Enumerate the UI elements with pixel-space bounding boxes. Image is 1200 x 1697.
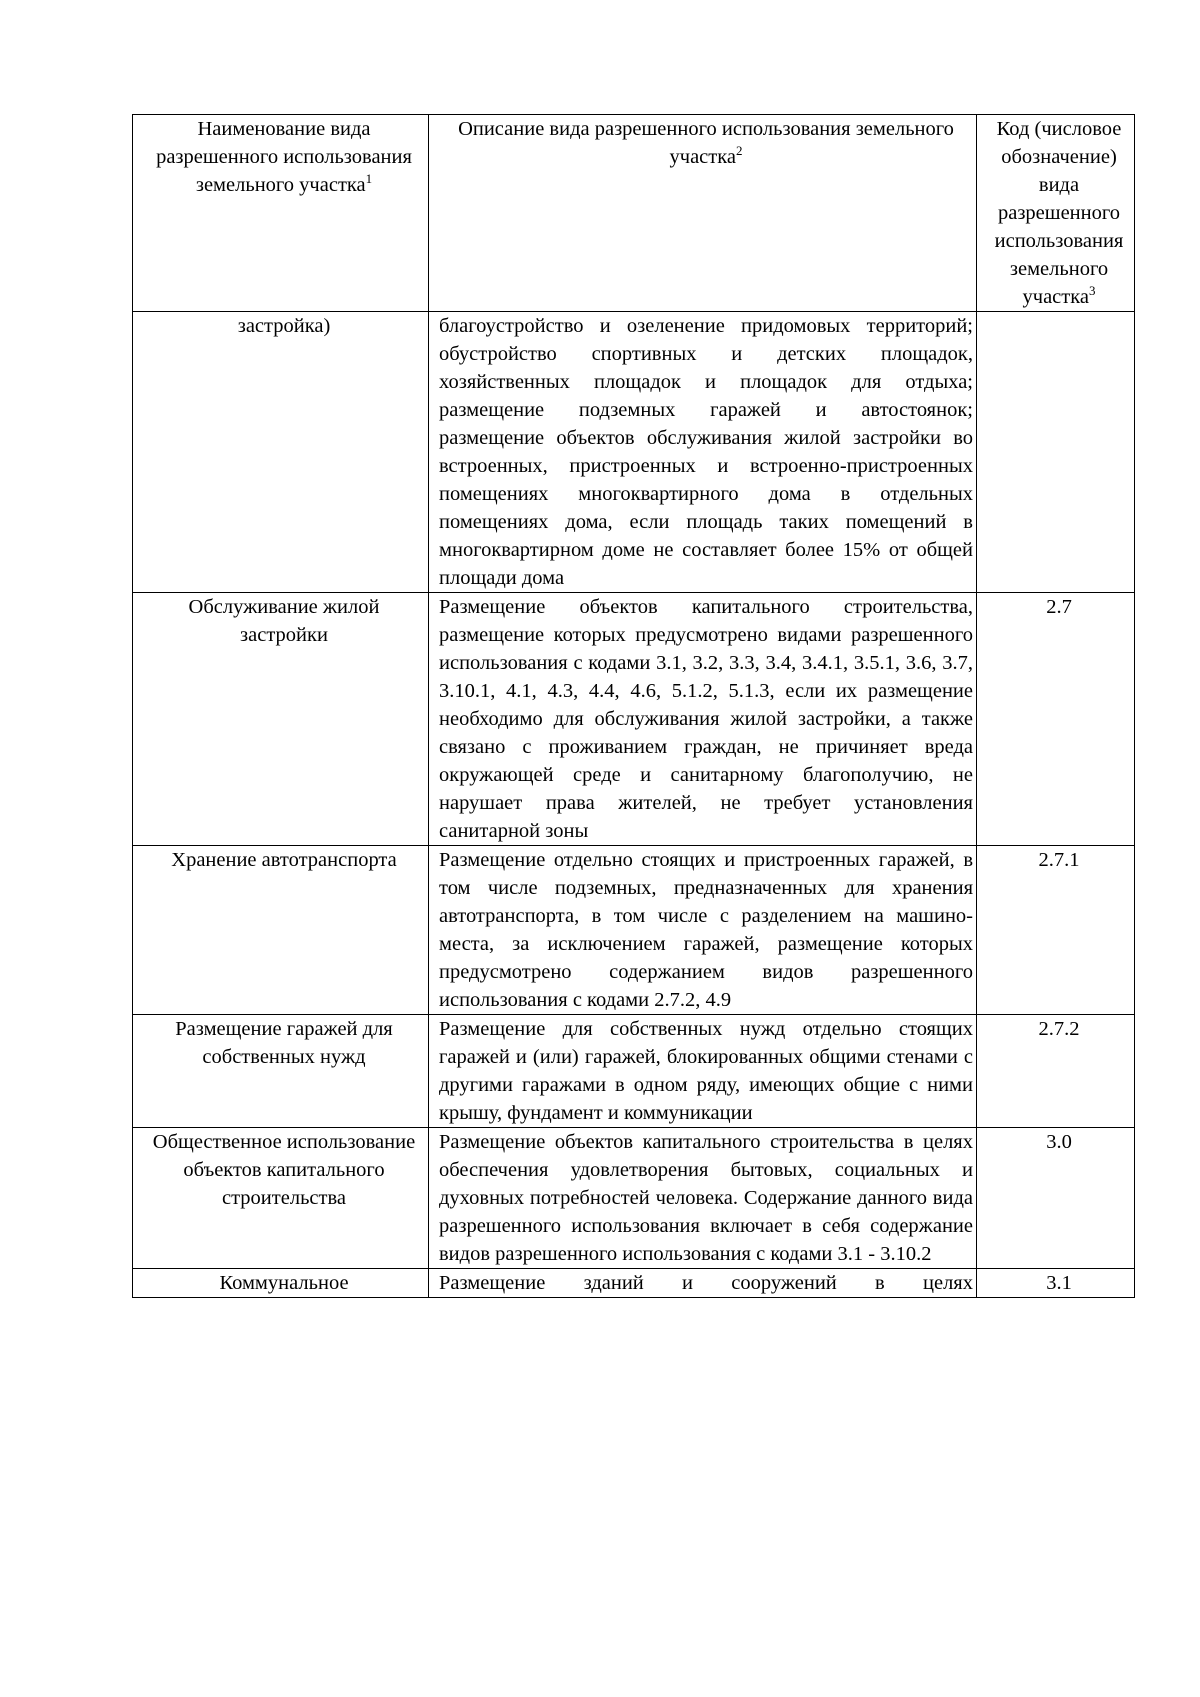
- row-description: [429, 593, 977, 846]
- description-paragraph: Размещение объектов капитального строительства, размещение которых предусмотрено видами разрешенного использования с кодами 3.1, 3.2, 3.3, 3.4, 3.4.1, 3.5.1, 3.6, 3.7, 3.10.1, 4.1, 4.3, 4.4, 4.6, 5.1.2, 5.1.3, если их размещение необходимо для обслуживания жилой застройки, а также связано с проживанием граждан, не причиняет вреда окружающей среде и санитарному благополучию, не нарушает права жителей, не требует установления санитарной зоны: [439, 596, 973, 842]
- row-code: 2.7: [977, 593, 1135, 846]
- header-name: Наименование вида разрешенного использования земельного участка$^1$: [133, 115, 429, 312]
- description-paragraph: Размещение объектов капитального строительства в целях обеспечения удовлетворения бытовых, социальных и духовных потребностей человека. Содержание данного вида разрешенного использования включает в себя содержание видов разрешенного использования с кодами 3.1 - 3.10.2: [439, 1131, 973, 1265]
- description-paragraph: размещение объектов обслуживания жилой застройки во встроенных, пристроенных и встроенно-пристроенных помещениях многоквартирного дома в отдельных помещениях дома, если площадь таких помещений в многоквартирном доме не составляет более 15% от общей площади дома: [439, 427, 973, 589]
- table-row: [133, 312, 1135, 593]
- row-description: [429, 312, 977, 593]
- description-paragraph: Размещение для собственных нужд отдельно стоящих гаражей и (или) гаражей, блокированных общими стенами с другими гаражами в одном ряду, имеющих общие с ними крышу, фундамент и коммуникации: [439, 1018, 973, 1124]
- row-description: [429, 846, 977, 1015]
- land-use-table: [132, 114, 1135, 1298]
- row-name: Коммунальное: [133, 1269, 429, 1298]
- table-row: [133, 846, 1135, 1015]
- table-row: [133, 1269, 1135, 1298]
- row-code: 2.7.1: [977, 846, 1135, 1015]
- description-paragraph: Размещение отдельно стоящих и пристроенных гаражей, в том числе подземных, предназначенных для хранения автотранспорта, в том числе с разделением на машино-места, за исключением гаражей, размещение которых предусмотрено содержанием видов разрешенного использования с кодами 2.7.2, 4.9: [439, 849, 973, 1011]
- header-description: Описание вида разрешенного использования земельного участка$^2$: [429, 115, 977, 312]
- row-description: [429, 1269, 977, 1298]
- table-row: [133, 1128, 1135, 1269]
- header-code: Код (числовое обозначение) вида разрешенного использования земельного участка$^3$: [977, 115, 1135, 312]
- footnote-ref-3: 3: [1088, 283, 1096, 298]
- table-header-row: [133, 115, 1135, 312]
- table-row: [133, 593, 1135, 846]
- row-name: Обслуживание жилой застройки: [133, 593, 429, 846]
- row-code: 3.0: [977, 1128, 1135, 1269]
- footnote-ref-1: 1: [365, 171, 373, 186]
- row-code: 2.7.2: [977, 1015, 1135, 1128]
- row-name: застройка): [133, 312, 429, 593]
- row-name: Общественное использование объектов капитального строительства: [133, 1128, 429, 1269]
- row-name: Хранение автотранспорта: [133, 846, 429, 1015]
- row-code: [977, 312, 1135, 593]
- table-row: [133, 1015, 1135, 1128]
- row-description: [429, 1015, 977, 1128]
- row-description: [429, 1128, 977, 1269]
- row-code: 3.1: [977, 1269, 1135, 1298]
- row-name: Размещение гаражей для собственных нужд: [133, 1015, 429, 1128]
- description-paragraph: обустройство спортивных и детских площадок, хозяйственных площадок и площадок для отдыха;: [439, 343, 973, 393]
- description-paragraph: размещение подземных гаражей и автостоянок;: [439, 399, 973, 421]
- description-paragraph: Размещение зданий и сооружений в целях: [439, 1272, 973, 1294]
- description-paragraph: благоустройство и озеленение придомовых территорий;: [439, 315, 973, 337]
- footnote-ref-2: 2: [735, 143, 743, 158]
